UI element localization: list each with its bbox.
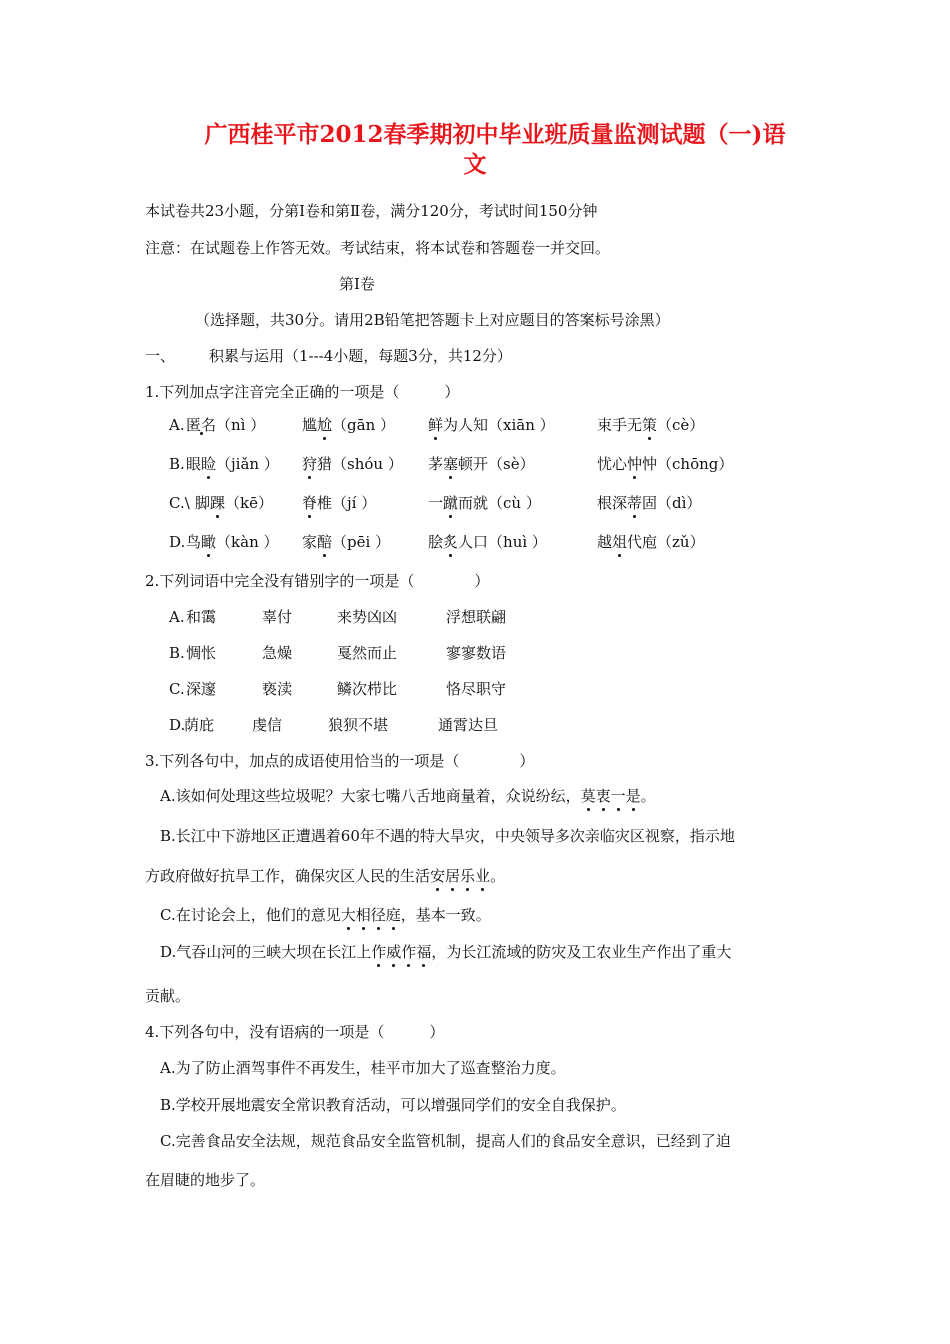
q1-option-b-letter: B. xyxy=(169,455,185,473)
dotted-character: 蒂 xyxy=(627,494,643,512)
exam-title-line1: 广西桂平市2012春季期初中毕业班质量监测试题（一)语 xyxy=(204,121,786,148)
q3-option-b-line1: B.长江中下游地区正遭遇着60年不遇的特大旱灾，中央领导多次亲临灾区视察，指示地 xyxy=(160,827,735,845)
q4-option-a: A.为了防止酒驾事件不再发生，桂平市加大了巡查整治力度。 xyxy=(160,1059,566,1077)
dotted-character: 安 xyxy=(430,867,446,885)
q2-option-b-word-2: 急燥 xyxy=(262,644,293,662)
dotted-character: 尬 xyxy=(317,416,333,434)
q1-stem: 1.下列加点字注音完全正确的一项是（ ） xyxy=(145,383,460,401)
q2-option-b-letter: B. xyxy=(169,644,185,662)
volume-note: （选择题，共30分。请用2B铅笔把答题卡上对应题目的答案标号涂黑） xyxy=(195,311,670,329)
dotted-character: 大 xyxy=(340,906,356,924)
q4-option-c-line1: C.完善食品安全法规，规范食品安全监管机制，提高人们的食品安全意识，已经到了迫 xyxy=(160,1132,731,1150)
dotted-character: 作 xyxy=(371,943,387,961)
dotted-character: 瞰 xyxy=(201,533,217,551)
exam-notice: 注意：在试题卷上作答无效。考试结束，将本试卷和答题卷一并交回。 xyxy=(145,239,611,257)
volume-title: 第Ⅰ卷 xyxy=(339,275,375,293)
q2-option-d-word-3: 狼狈不堪 xyxy=(328,716,389,734)
dotted-character: 一 xyxy=(610,787,626,805)
q2-option-a-word-3: 来势凶凶 xyxy=(337,608,398,626)
dotted-character: 福 xyxy=(416,943,432,961)
q1-option-d-letter: D. xyxy=(169,533,186,551)
q4-option-b: B.学校开展地震安全常识教育活动，可以增强同学们的安全自我保护。 xyxy=(160,1096,626,1114)
q2-option-a-word-2: 辜付 xyxy=(262,608,293,626)
dotted-character: 是 xyxy=(625,787,641,805)
q1-option-b-item-1: 眼睑（jiǎn ） xyxy=(186,455,279,473)
dotted-character: 炙 xyxy=(443,533,459,551)
exam-info: 本试卷共23小题，分第Ⅰ卷和第Ⅱ卷，满分120分，考试时间150分钟 xyxy=(145,202,598,220)
dotted-character: 业 xyxy=(475,867,491,885)
section-title: 积累与运用（1---4小题，每题3分，共12分） xyxy=(209,347,512,365)
q1-option-c-item-4: 根深蒂固（dì） xyxy=(597,494,702,512)
dotted-character: 狩 xyxy=(302,455,318,473)
q2-option-b-word-1: 惆怅 xyxy=(186,644,217,662)
dotted-character: 乐 xyxy=(460,867,476,885)
q3-option-b-line2: 方政府做好抗旱工作，确保灾区人民的生活安居乐业。 xyxy=(145,867,506,885)
dotted-character: 居 xyxy=(445,867,461,885)
q2-option-b-word-3: 戛然而止 xyxy=(337,644,398,662)
q1-option-a-item-2: 尴尬（gān ） xyxy=(302,416,396,434)
q1-option-d-item-4: 越俎代庖（zǔ） xyxy=(597,533,705,551)
q2-option-a-word-1: 和霭 xyxy=(186,608,217,626)
dotted-character: 相 xyxy=(355,906,371,924)
q1-option-b-item-3: 茅塞顿开（sè） xyxy=(428,455,535,473)
q2-option-d-letter: D. xyxy=(169,716,186,734)
q3-stem: 3.下列各句中，加点的成语使用恰当的一项是（ ） xyxy=(145,752,535,770)
q1-option-d-item-2: 家醅（pēi ） xyxy=(302,533,391,551)
q2-option-a-letter: A. xyxy=(169,608,185,626)
dotted-character: 塞 xyxy=(443,455,459,473)
dotted-character: 俎 xyxy=(612,533,628,551)
q3-option-a: A.该如何处理这些垃圾呢？大家七嘴八舌地商量着，众说纷纭，莫衷一是。 xyxy=(160,787,656,805)
dotted-character: 睑 xyxy=(201,455,217,473)
q1-option-c-letter: C.\ xyxy=(169,494,190,512)
q3-option-d-line2: 贡献。 xyxy=(145,987,191,1005)
q3-option-d-line1: D.气吞山河的三峡大坝在长江上作威作福，为长江流域的防灾及工农业生产作出了重大 xyxy=(160,943,732,961)
q4-stem: 4.下列各句中，没有语病的一项是（ ） xyxy=(145,1023,445,1041)
exam-title-line2: 文 xyxy=(463,151,487,178)
q2-option-c-letter: C. xyxy=(169,680,185,698)
q1-option-c-item-2: 脊椎（jí ） xyxy=(302,494,377,512)
q2-stem: 2.下列词语中完全没有错别字的一项是（ ） xyxy=(145,572,490,590)
q2-option-c-word-2: 亵渎 xyxy=(262,680,293,698)
q3-option-c: C.在讨论会上，他们的意见大相径庭，基本一致。 xyxy=(160,906,491,924)
dotted-character: 作 xyxy=(401,943,417,961)
dotted-character: 径 xyxy=(370,906,386,924)
q1-option-b-item-2: 狩猎（shóu ） xyxy=(302,455,403,473)
q2-option-d-word-1: 荫庇 xyxy=(184,716,215,734)
q4-option-c-line2: 在眉睫的地步了。 xyxy=(145,1171,266,1189)
q2-option-c-word-1: 深邃 xyxy=(186,680,217,698)
q2-option-c-word-4: 恪尽职守 xyxy=(446,680,507,698)
q2-option-c-word-3: 鳞次栉比 xyxy=(337,680,398,698)
dotted-character: 脊 xyxy=(302,494,318,512)
dotted-character: 踝 xyxy=(210,494,226,512)
dotted-character: 醅 xyxy=(317,533,333,551)
q1-option-d-item-1: 鸟瞰（kàn ） xyxy=(186,533,279,551)
q2-option-d-word-4: 通霄达旦 xyxy=(438,716,499,734)
dotted-character: 策 xyxy=(642,416,658,434)
q2-option-b-word-4: 寥寥数语 xyxy=(446,644,507,662)
dotted-character: 鲜 xyxy=(428,416,444,434)
q1-option-a-item-3: 鲜为人知（xiān ） xyxy=(428,416,555,434)
q1-option-c-item-3: 一蹴而就（cù ） xyxy=(428,494,541,512)
q1-option-b-item-4: 忧心忡忡（chōng） xyxy=(597,455,734,473)
dotted-character: 衷 xyxy=(595,787,611,805)
q1-option-a-item-1: 匿名（nì ） xyxy=(186,416,266,434)
dotted-character: 忡 xyxy=(627,455,643,473)
q1-option-a-letter: A. xyxy=(169,416,185,434)
q1-option-d-item-3: 脍炙人口（huì ） xyxy=(428,533,547,551)
dotted-character: 莫 xyxy=(580,787,596,805)
q1-option-c-item-1: 脚踝（kē） xyxy=(195,494,273,512)
dotted-character: 蹴 xyxy=(443,494,459,512)
section-number: 一、 xyxy=(145,347,176,365)
dotted-character: 庭 xyxy=(385,906,401,924)
q2-option-a-word-4: 浮想联翩 xyxy=(446,608,507,626)
q2-option-d-word-2: 虔信 xyxy=(252,716,283,734)
q1-option-a-item-4: 束手无策（cè） xyxy=(597,416,705,434)
dotted-character: 威 xyxy=(386,943,402,961)
